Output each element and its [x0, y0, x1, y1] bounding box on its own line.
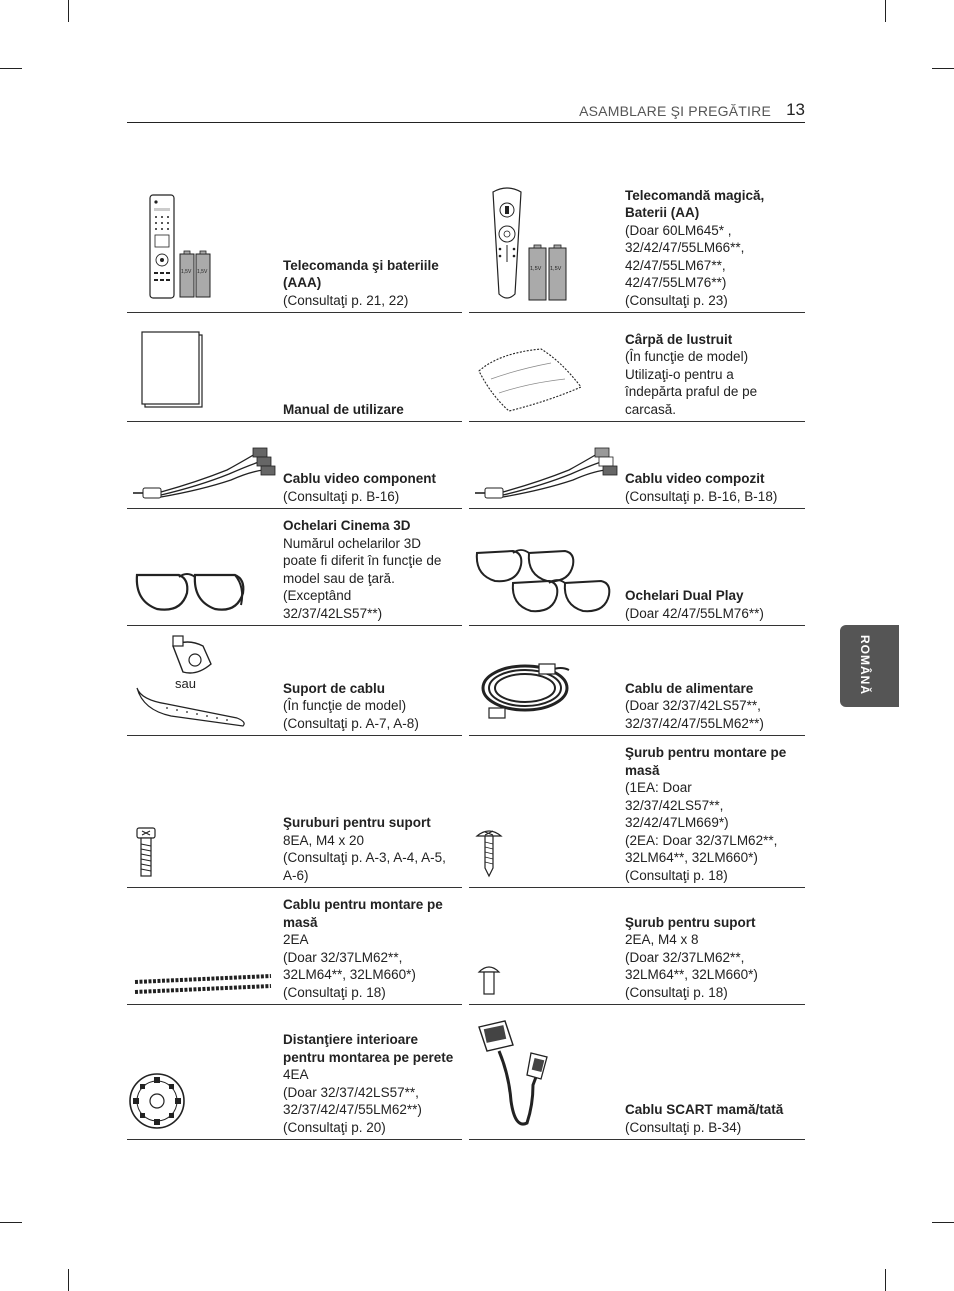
page-header — [127, 100, 805, 123]
item-text — [283, 814, 458, 884]
item-description: (În funcţie de model) Utilizaţi-o pentru a îndepărta praful de pe carcasă. — [625, 349, 758, 417]
manual-icon — [127, 313, 283, 422]
battery-label: 1,5V — [550, 266, 562, 272]
item-description: 2EA, M4 x 8 (Doar 32/37LM62**, 32LM64**, 32LM660*) (Consultaţi p. 18) — [625, 932, 758, 1000]
section-title: ASAMBLARE ŞI PREGĂTIRE — [579, 103, 771, 119]
item-cinema-3d-glasses — [127, 509, 462, 626]
crop-mark — [0, 1222, 22, 1223]
item-remote-control — [127, 182, 462, 313]
row-divider — [469, 1139, 805, 1140]
power-cord-icon — [469, 626, 625, 736]
cable-holder-icon — [127, 626, 283, 736]
item-scart-cable — [469, 1005, 805, 1140]
item-stand-screw — [469, 888, 805, 1005]
item-text — [625, 587, 801, 622]
screw-icon — [469, 736, 625, 888]
item-title: Şurub pentru suport — [625, 914, 756, 930]
spacer-icon — [127, 1005, 283, 1140]
row-divider — [127, 1139, 462, 1140]
item-text — [283, 896, 458, 1001]
item-description: (Consultaţi p. B-34) — [625, 1119, 742, 1135]
or-label: sau — [175, 676, 196, 691]
mount-cable-icon — [127, 888, 283, 1005]
item-description: 8EA, M4 x 20 (Consultaţi p. A-3, A-4, A-5, A-6) — [283, 832, 446, 883]
polishing-cloth-icon — [469, 313, 625, 422]
item-description: Numărul ochelarilor 3D poate fi diferit în funcţie de model sau de ţară. (Exceptând 32/37/42LS57**) — [283, 535, 442, 621]
item-description: (Consultaţi p. B-16) — [283, 488, 400, 504]
item-text — [625, 680, 801, 733]
item-text — [625, 1101, 801, 1136]
item-wall-mount-spacers — [127, 1005, 462, 1140]
item-description: (În funcţie de model) (Consultaţi p. A-7, A-8) — [283, 698, 419, 731]
battery-label: 1,5V — [181, 269, 192, 275]
item-description: 4EA (Doar 32/37/42LS57**, 32/37/42/47/55LM62**) (Consultaţi p. 20) — [283, 1067, 422, 1135]
item-title: Şurub pentru montare pe masă — [625, 745, 787, 778]
item-description: (1EA: Doar 32/37/42LS57**, 32/42/47LM669*) (2EA: Doar 32/37LM62**, 32LM64**, 32LM660*) (Consultaţi p. 18) — [625, 780, 778, 883]
item-cable-holder — [127, 626, 462, 736]
item-text — [283, 1031, 458, 1136]
crop-mark — [932, 1222, 954, 1223]
item-dual-play-glasses — [469, 509, 805, 626]
remote-control-icon — [127, 182, 283, 313]
crop-mark — [932, 68, 954, 69]
item-text — [625, 470, 801, 505]
item-title: Telecomanda şi bateriile (AAA) — [283, 257, 439, 290]
screw-icon — [127, 736, 283, 888]
item-desk-mount-cable — [127, 888, 462, 1005]
item-text — [625, 331, 801, 419]
item-stand-screws — [127, 736, 462, 888]
crop-mark — [885, 0, 886, 22]
magic-remote-icon — [469, 182, 625, 313]
dual-play-glasses-icon — [469, 509, 625, 626]
language-tab-label: ROMÂNĂ — [858, 635, 872, 695]
item-title: Cablu video component — [283, 471, 437, 486]
item-text — [283, 470, 458, 505]
item-text — [625, 187, 801, 310]
item-text — [283, 257, 458, 310]
item-polishing-cloth — [469, 313, 805, 422]
item-title: Distanţiere interioare pentru montarea pe perete — [283, 1032, 454, 1065]
item-text — [283, 401, 458, 419]
item-title: Cablu de alimentare — [625, 680, 754, 696]
page-number: 13 — [786, 100, 805, 119]
item-user-manual — [127, 313, 462, 422]
screw-icon — [469, 888, 625, 1005]
item-description: (Doar 42/47/55LM76**) — [625, 605, 764, 621]
3d-glasses-icon — [127, 509, 283, 626]
item-description: 2EA (Doar 32/37LM62**, 32LM64**, 32LM660*) (Consultaţi p. 18) — [283, 932, 416, 1000]
item-desk-mount-screw — [469, 736, 805, 888]
item-magic-remote — [469, 182, 805, 313]
item-title: Cablu pentru montare pe masă — [283, 897, 443, 930]
item-title: Suport de cablu — [283, 680, 386, 696]
language-tab — [840, 625, 899, 707]
item-description: (Doar 60LM645* , 32/42/47/55LM66**, 42/47/55LM67**, 42/47/55LM76**) (Consultaţi p. 23) — [625, 222, 745, 308]
crop-mark — [885, 1269, 886, 1291]
item-title: Telecomandă magică, Baterii (AA) — [625, 187, 765, 220]
composite-cable-icon — [469, 422, 625, 509]
item-text — [625, 914, 801, 1002]
item-power-cord — [469, 626, 805, 736]
crop-mark — [68, 1269, 69, 1291]
component-cable-icon — [127, 422, 283, 509]
item-title: Cablu video compozit — [625, 471, 765, 486]
item-title: Ochelari Cinema 3D — [283, 518, 411, 533]
item-text — [283, 680, 458, 733]
battery-label: 1,5V — [197, 269, 208, 275]
item-title: Cablu SCART mamă/tată — [625, 1102, 784, 1117]
item-description: (Consultaţi p. B-16, B-18) — [625, 488, 778, 504]
item-title: Cârpă de lustruit — [625, 331, 733, 347]
crop-mark — [0, 68, 22, 69]
scart-cable-icon — [469, 1005, 625, 1140]
item-component-cable — [127, 422, 462, 509]
crop-mark — [68, 0, 69, 22]
item-title: Ochelari Dual Play — [625, 588, 744, 603]
item-description: (Doar 32/37/42LS57**, 32/37/42/47/55LM62**) — [625, 698, 764, 731]
item-description: (Consultaţi p. 21, 22) — [283, 292, 409, 308]
item-composite-cable — [469, 422, 805, 509]
item-title: Şuruburi pentru suport — [283, 815, 431, 830]
item-text — [283, 517, 458, 622]
item-text — [625, 744, 801, 884]
battery-label: 1,5V — [530, 266, 542, 272]
item-title: Manual de utilizare — [283, 401, 404, 417]
